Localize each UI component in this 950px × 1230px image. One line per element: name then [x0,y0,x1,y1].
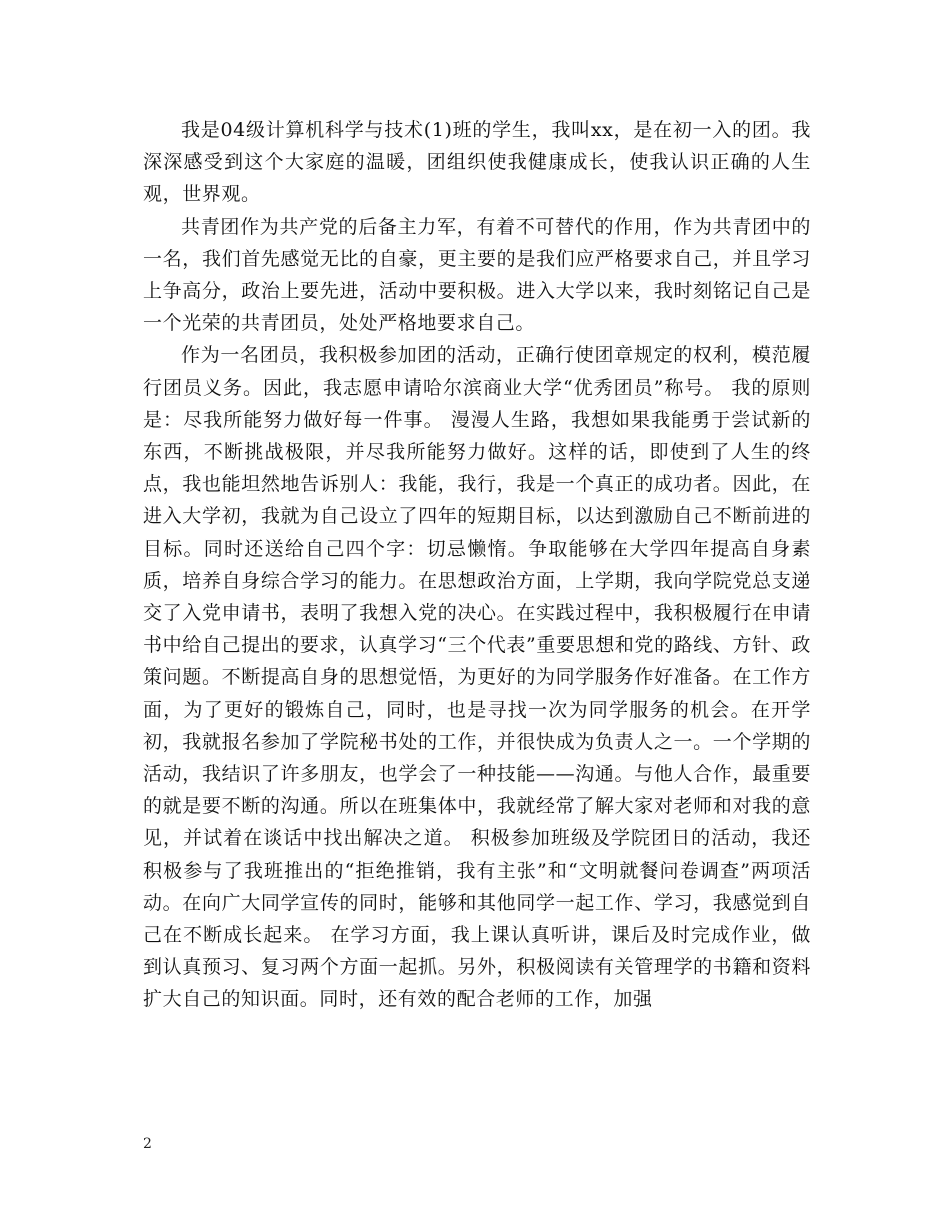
document-body [143,114,811,1016]
paragraph-1: 我是04级计算机科学与技术(1)班的学生，我叫xx，是在初一入的团。我深深感受到这个大家庭的温暖，团组织使我健康成长，使我认识正确的人生观，世界观。 [143,119,811,206]
page-number: 2 [143,1136,152,1152]
paragraph-2: 共青团作为共产党的后备主力军，有着不可替代的作用，作为共青团中的一名，我们首先感觉无比的自豪，更主要的是我们应严格要求自己，并且学习上争高分，政治上要先进，活动中要积极。进入大学以来，我时刻铭记自己是一个光荣的共青团员，处处严格地要求自己。 [143,215,811,335]
paragraph-3: 作为一名团员，我积极参加团的活动，正确行使团章规定的权利，模范履行团员义务。因此，我志愿申请哈尔滨商业大学“优秀团员”称号。 我的原则是：尽我所能努力做好每一件事。 漫漫人生路，我想如果我能勇于尝试新的东西，不断挑战极限，并尽我所能努力做好。这样的话，即使到了人生的终点，我也能坦然地告诉别人：我能，我行，我是一个真正的成功者。因此，在进入大学初，我就为自己设立了四年的短期目标，以达到激励自己不断前进的目标。同时还送给自己四个字：切忌懒惰。争取能够在大学四年提高自身素质，培养自身综合学习的能力。在思想政治方面，上学期，我向学院党总支递交了入党申请书，表明了我想入党的决心。在实践过程中，我积极履行在申请书中给自己提出的要求，认真学习“三个代表”重要思想和党的路线、方针、政策问题。不断提高自身的思想觉悟，为更好的为同学服务作好准备。在工作方面，为了更好的锻炼自己，同时，也是寻找一次为同学服务的机会。在开学初，我就报名参加了学院秘书处的工作，并很快成为负责人之一。一个学期的活动，我结识了许多朋友，也学会了一种技能——沟通。与他人合作，最重要的就是要不断的沟通。所以在班集体中，我就经常了解大家对老师和对我的意见，并试着在谈话中找出解决之道。 积极参加班级及学院团日的活动，我还积极参与了我班推出的“拒绝推销，我有主张”和“文明就餐问卷调查”两项活动。在向广大同学宣传的同时，能够和其他同学一起工作、学习，我感觉到自己在不断成长起来。 在学习方面，我上课认真听讲，课后及时完成作业，做到认真预习、复习两个方面一起抓。另外，积极阅读有关管理学的书籍和资料扩大自己的知识面。同时，还有效的配合老师的工作，加强 [143,344,811,1011]
